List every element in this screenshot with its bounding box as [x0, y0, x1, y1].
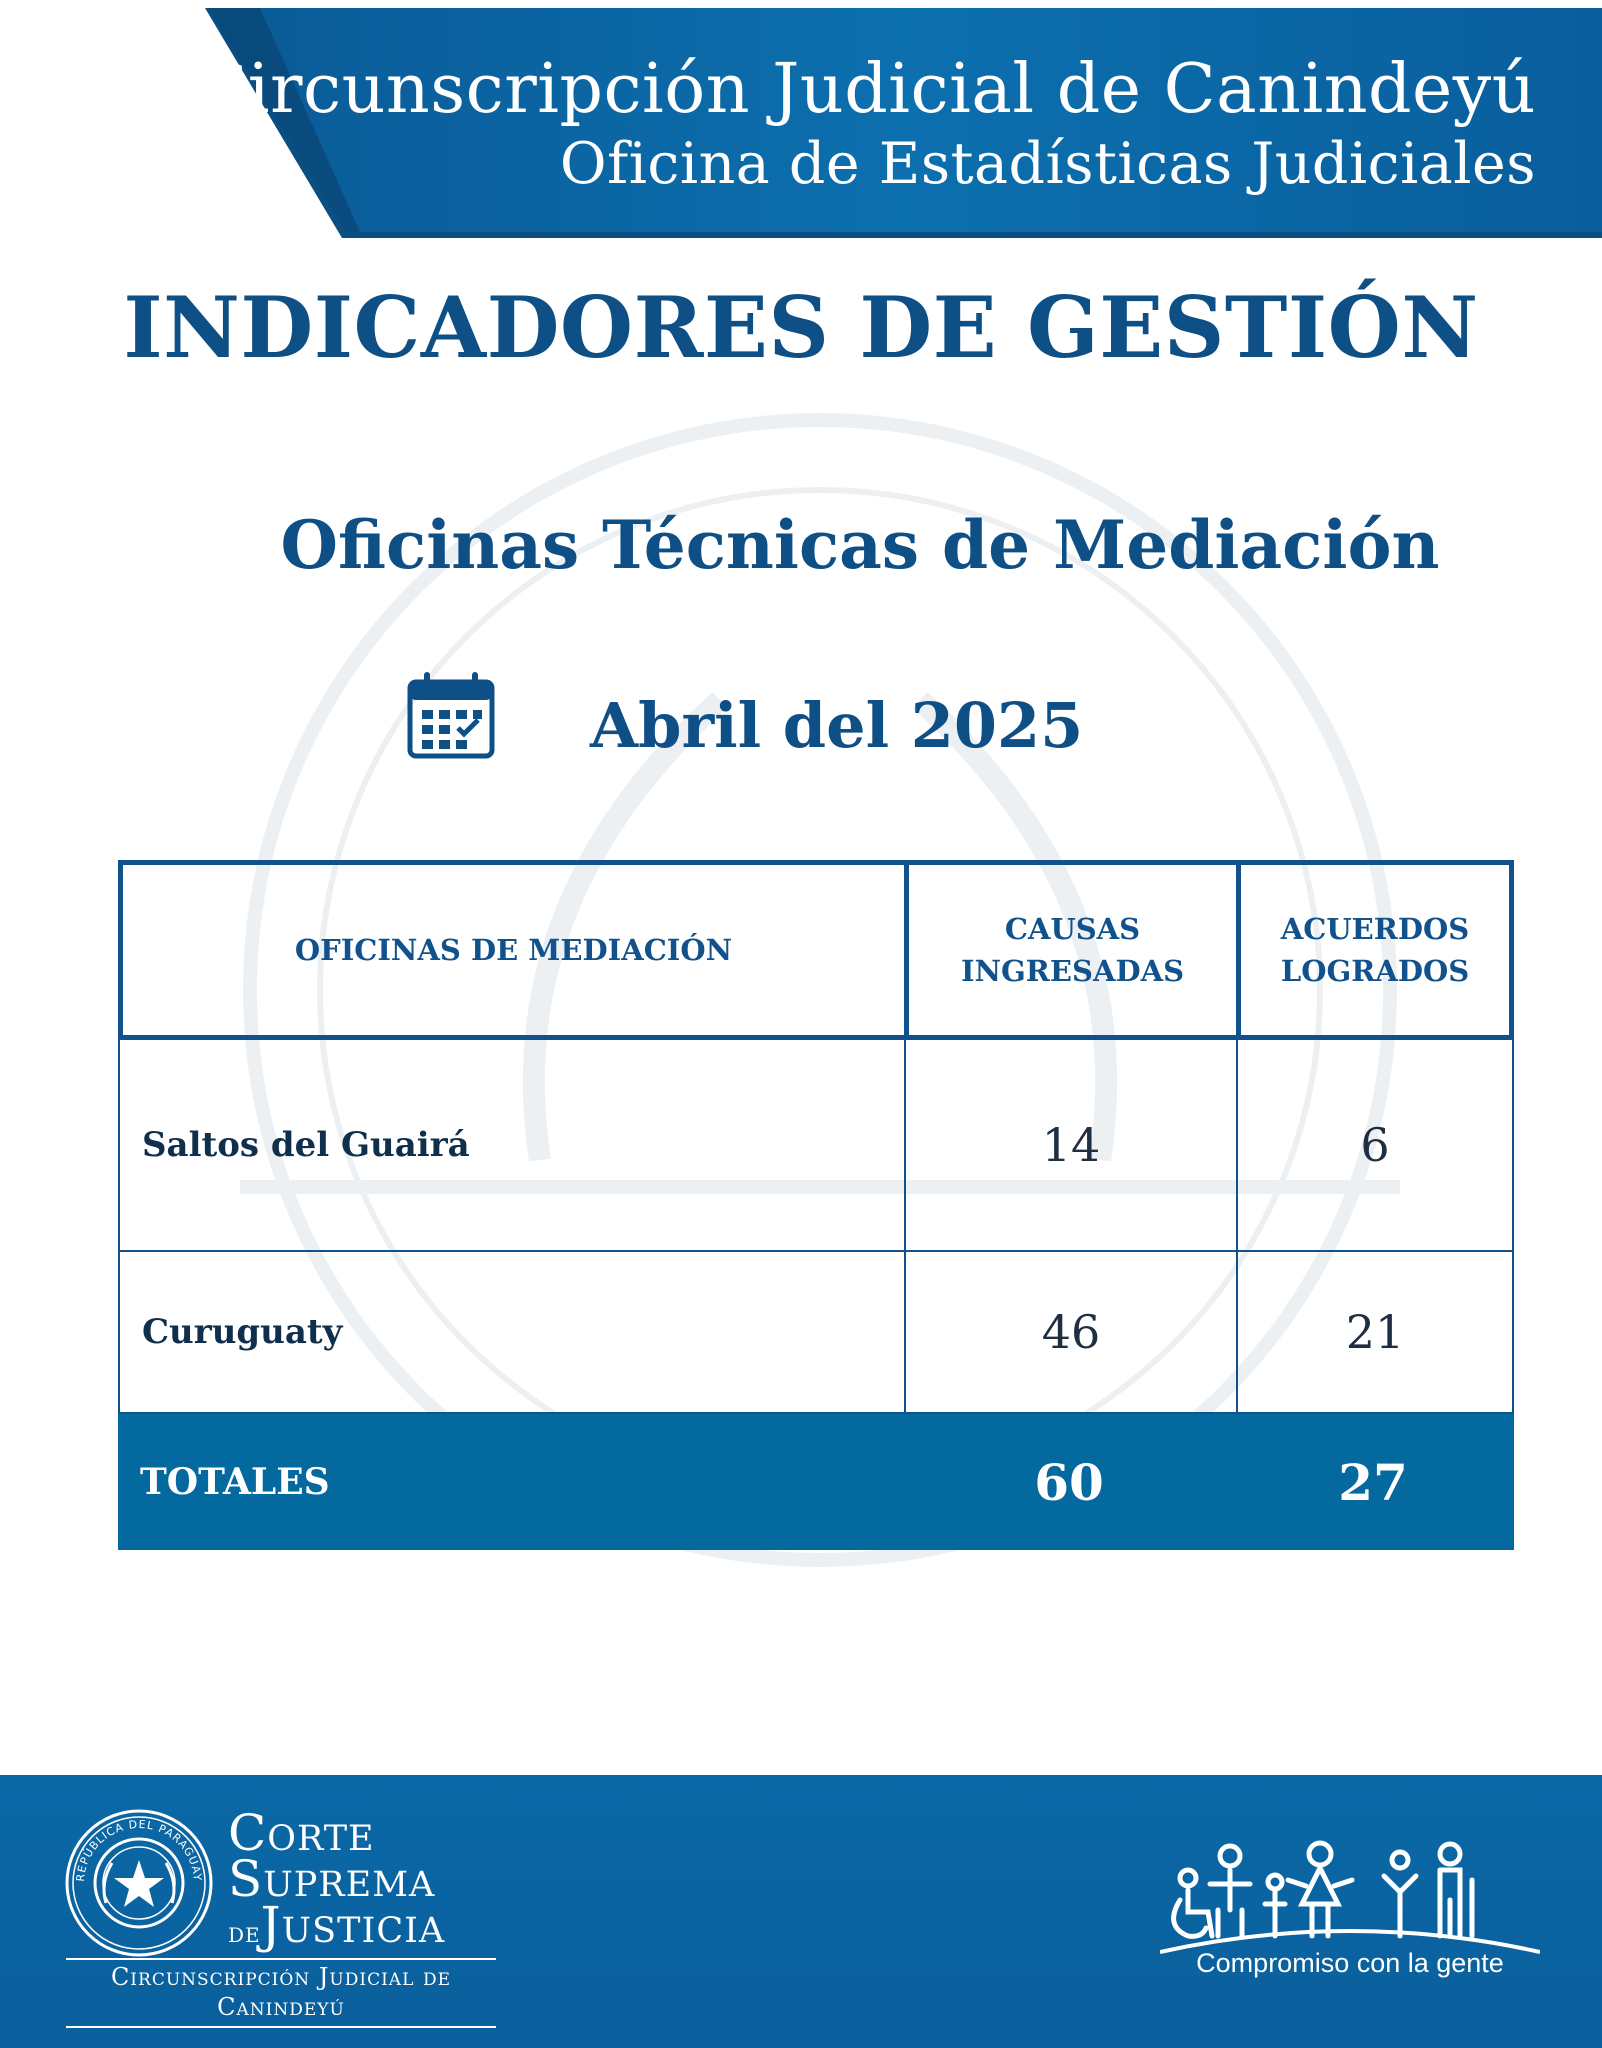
logo-line-suprema: Suprema: [228, 1850, 436, 1908]
table-row: [118, 1040, 1514, 1252]
footer-divider: [66, 2026, 496, 2028]
header-office-label: OFICINAS DE MEDIACIÓN: [294, 933, 733, 967]
calendar-icon: [406, 670, 496, 760]
mediation-table: [118, 860, 1514, 1550]
header-office: [123, 865, 904, 1035]
header-jurisdiction: Circunscripción Judicial de Canindeyú: [195, 50, 1536, 129]
office-name: Saltos del Guairá: [142, 1125, 470, 1165]
header-office: Oficina de Estadísticas Judiciales: [559, 131, 1536, 197]
header-acuerdos-line1: ACUERDOS: [1280, 912, 1470, 946]
logo-de: de: [228, 1916, 261, 1949]
seal-icon: [64, 1808, 214, 1958]
period-label: Abril del 2025: [590, 689, 1084, 762]
header-acuerdos-line2: LOGRADOS: [1280, 954, 1470, 988]
csj-logo: [228, 1804, 446, 1956]
circunscripcion-line1: Circunscripción Judicial de: [110, 1963, 452, 1991]
circunscripcion-label: [66, 1962, 496, 2022]
seal-text: REPÚBLICA DEL PARAGUAY: [73, 1817, 205, 1883]
header-causas: [909, 865, 1236, 1035]
totals-row: [118, 1414, 1514, 1550]
circunscripcion-line2: Canindeyú: [217, 1993, 345, 2021]
header-acuerdos: [1241, 865, 1509, 1035]
acuerdos-value: 21: [1345, 1305, 1405, 1359]
table-row: [118, 1252, 1514, 1414]
causas-value: 14: [1041, 1118, 1101, 1172]
logo-line-corte: Corte: [228, 1804, 375, 1862]
slogan: Compromiso con la gente: [1196, 1948, 1504, 1978]
people-icon: [1160, 1840, 1540, 1960]
logo-justicia: Justicia: [260, 1896, 446, 1954]
logo-line-justicia: [228, 1896, 446, 1956]
header-causas-line2: INGRESADAS: [960, 954, 1185, 988]
table-header: [118, 860, 1514, 1040]
office-name: Curuguaty: [142, 1312, 343, 1352]
totals-label: TOTALES: [140, 1461, 330, 1503]
totals-acuerdos: 27: [1338, 1452, 1408, 1512]
page-subtitle: Oficinas Técnicas de Mediación: [280, 506, 1440, 584]
totals-causas: 60: [1034, 1452, 1104, 1512]
footer-divider: [66, 1958, 496, 1960]
header-causas-line1: CAUSAS: [1004, 912, 1141, 946]
acuerdos-value: 6: [1360, 1118, 1390, 1172]
page-title: INDICADORES DE GESTIÓN: [123, 278, 1479, 377]
header-text: [195, 50, 1536, 198]
causas-value: 46: [1041, 1305, 1101, 1359]
